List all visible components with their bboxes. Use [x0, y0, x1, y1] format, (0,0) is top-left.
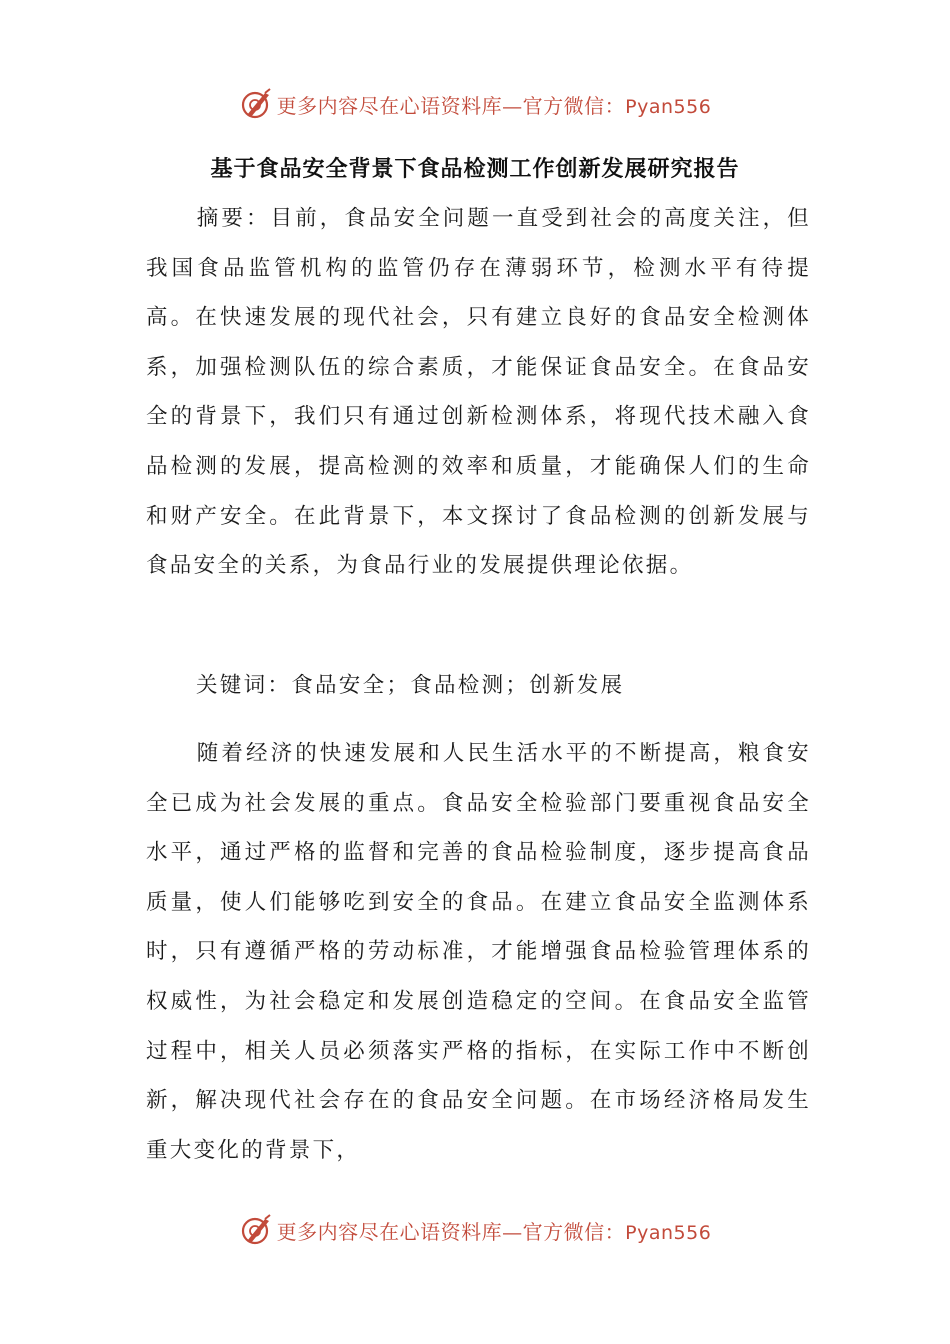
footer-watermark [0, 1210, 950, 1250]
watermark-text [277, 1216, 712, 1245]
watermark-wechat-id: Pyan556 [625, 95, 712, 118]
header-watermark [0, 84, 950, 124]
body-text: 随着经济的快速发展和人民生活水平的不断提高，粮食安全已成为社会发展的重点。食品安全检验部门要重视食品安全水平，通过严格的监督和完善的食品检验制度，逐步提高食品质量，使人们能够吃到安全的食品。在建立食品安全监测体系时，只有遵循严格的劳动标准，才能增强食品检验管理体系的权威性，为社会稳定和发展创造稳定的空间。在食品安全监管过程中，相关人员必须落实严格的指标，在实际工作中不断创新，解决现代社会存在的食品安全问题。在市场经济格局发生重大变化的背景下， [146, 741, 811, 1163]
abstract-paragraph [146, 194, 811, 591]
pen-circle-logo-icon [239, 1213, 273, 1247]
keywords-paragraph [146, 661, 811, 711]
pen-circle-logo-icon [239, 87, 273, 121]
body-paragraph [146, 729, 811, 1175]
watermark-label: 更多内容尽在心语资料库—官方微信： [276, 1219, 626, 1244]
watermark-label: 更多内容尽在心语资料库—官方微信： [276, 93, 626, 118]
watermark-text [277, 90, 712, 119]
watermark-wechat-id: Pyan556 [625, 1221, 712, 1244]
abstract-text: 摘要：目前，食品安全问题一直受到社会的高度关注，但我国食品监管机构的监管仍存在薄弱环节，检测水平有待提高。在快速发展的现代社会，只有建立良好的食品安全检测体系，加强检测队伍的综合素质，才能保证食品安全。在食品安全的背景下，我们只有通过创新检测体系，将现代技术融入食品检测的发展，提高检测的效率和质量，才能确保人们的生命和财产安全。在此背景下，本文探讨了食品检测的创新发展与食品安全的关系，为食品行业的发展提供理论依据。 [146, 206, 811, 579]
document-title: 基于食品安全背景下食品检测工作创新发展研究报告 [210, 156, 740, 182]
keywords-text: 关键词：食品安全；食品检测；创新发展 [196, 673, 625, 698]
